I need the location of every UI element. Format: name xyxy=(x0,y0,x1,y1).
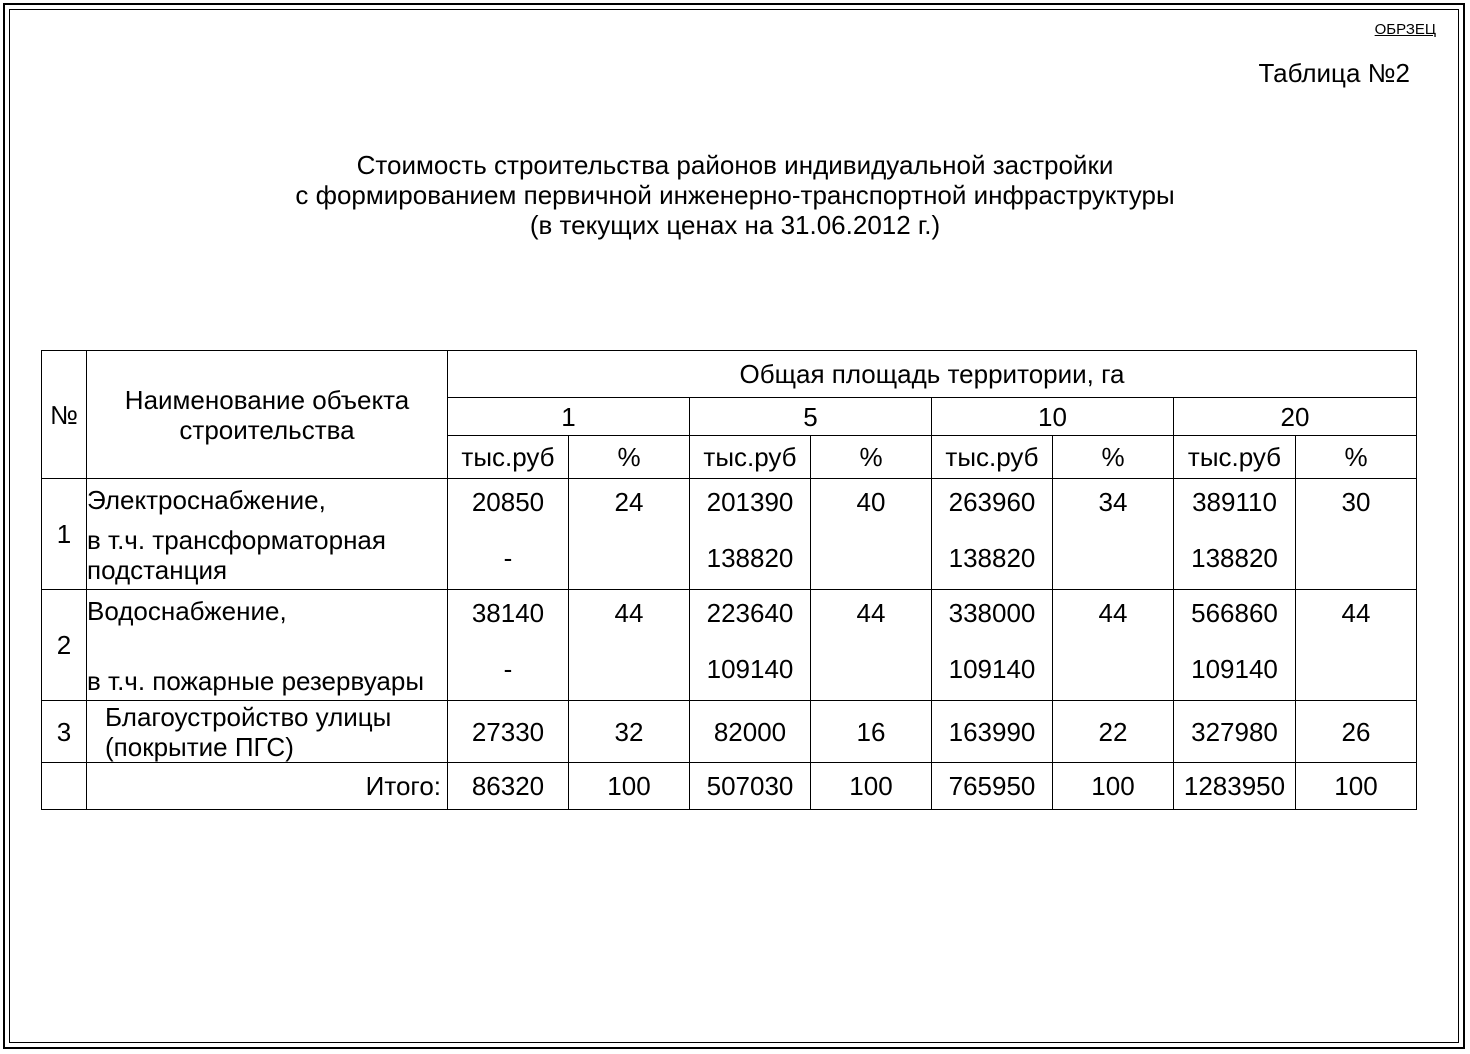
cell-rub: 566860 109140 xyxy=(1174,590,1296,701)
cell-pct: 26 xyxy=(1296,701,1417,763)
unit-pct: % xyxy=(811,436,932,479)
cell-pct: 100 xyxy=(1053,763,1174,810)
header-area-10: 10 xyxy=(932,398,1174,436)
total-label: Итого: xyxy=(87,763,448,810)
header-total-area: Общая площадь территории, га xyxy=(448,351,1417,398)
sample-stamp: ОБРЗЕЦ xyxy=(1374,21,1436,38)
cell-pct: 16 xyxy=(811,701,932,763)
document-title xyxy=(0,150,1470,240)
unit-pct: % xyxy=(1053,436,1174,479)
row-name xyxy=(87,590,448,701)
cell-rub: 1283950 xyxy=(1174,763,1296,810)
title-line-3: (в текущих ценах на 31.06.2012 г.) xyxy=(529,210,941,240)
table-row xyxy=(42,701,1417,763)
title-line-1: Стоимость строительства районов индивидуальной застройки xyxy=(356,150,1114,180)
cell-rub: 27330 xyxy=(448,701,569,763)
cost-table xyxy=(41,350,1417,810)
cell-pct: 44 xyxy=(1296,590,1417,701)
total-row xyxy=(42,763,1417,810)
row-number: 2 xyxy=(42,590,87,701)
cell-pct: 40 xyxy=(811,479,932,590)
cell-rub: 327980 xyxy=(1174,701,1296,763)
cell-pct: 100 xyxy=(1296,763,1417,810)
cell-rub: 82000 xyxy=(690,701,811,763)
unit-rub: тыс.руб xyxy=(690,436,811,479)
cell-rub: 507030 xyxy=(690,763,811,810)
unit-pct: % xyxy=(1296,436,1417,479)
cell-pct: 100 xyxy=(569,763,690,810)
cell-pct: 44 xyxy=(569,590,690,701)
title-line-2: с формированием первичной инженерно-транспортной инфраструктуры xyxy=(295,180,1175,210)
table-number: Таблица №2 xyxy=(1258,58,1410,88)
row-number: 3 xyxy=(42,701,87,763)
row-sub-name: в т.ч. пожарные резервуары xyxy=(87,666,425,696)
cell-pct: 44 xyxy=(811,590,932,701)
cell-pct: 22 xyxy=(1053,701,1174,763)
unit-rub: тыс.руб xyxy=(932,436,1053,479)
cell-rub: 338000 109140 xyxy=(932,590,1053,701)
cell-rub: 20850 - xyxy=(448,479,569,590)
table-row xyxy=(42,590,1417,701)
row-main-name: Водоснабжение, xyxy=(87,596,287,626)
cell-rub: 223640 109140 xyxy=(690,590,811,701)
unit-rub: тыс.руб xyxy=(1174,436,1296,479)
cell-pct: 32 xyxy=(569,701,690,763)
cell-rub: 765950 xyxy=(932,763,1053,810)
header-object-name: Наименование объекта строительства xyxy=(87,351,448,479)
header-area-20: 20 xyxy=(1174,398,1417,436)
cell-rub: 163990 xyxy=(932,701,1053,763)
cell-rub: 201390 138820 xyxy=(690,479,811,590)
unit-pct: % xyxy=(569,436,690,479)
table-row xyxy=(42,479,1417,590)
row-number: 1 xyxy=(42,479,87,590)
row-main-name: Электроснабжение, xyxy=(87,485,326,515)
unit-rub: тыс.руб xyxy=(448,436,569,479)
row-sub-name: в т.ч. трансформаторная подстанция xyxy=(87,525,386,585)
cell-rub: 38140 - xyxy=(448,590,569,701)
cell-pct: 24 xyxy=(569,479,690,590)
cell-pct: 44 xyxy=(1053,590,1174,701)
row-name: Благоустройство улицы (покрытие ПГС) xyxy=(87,701,448,763)
header-area-5: 5 xyxy=(690,398,932,436)
cell-rub: 389110 138820 xyxy=(1174,479,1296,590)
cell-pct: 100 xyxy=(811,763,932,810)
cell-rub: 263960 138820 xyxy=(932,479,1053,590)
cell-rub: 86320 xyxy=(448,763,569,810)
cell-pct: 30 xyxy=(1296,479,1417,590)
header-number: № xyxy=(42,351,87,479)
cell-pct: 34 xyxy=(1053,479,1174,590)
row-name xyxy=(87,479,448,590)
total-number-empty xyxy=(42,763,87,810)
header-area-1: 1 xyxy=(448,398,690,436)
